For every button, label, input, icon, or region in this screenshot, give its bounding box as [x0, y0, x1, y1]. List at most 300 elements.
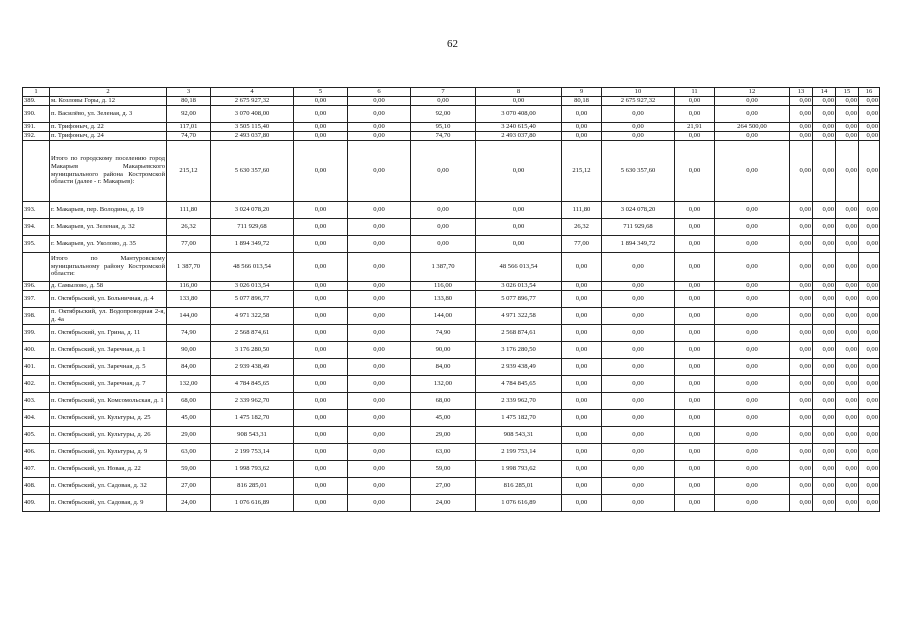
value-cell: 74,90: [167, 324, 211, 341]
value-cell: 0,00: [790, 122, 813, 131]
row-number: 397.: [23, 290, 50, 307]
value-cell: 0,00: [836, 409, 859, 426]
value-cell: 133,80: [411, 290, 476, 307]
value-cell: 1 387,70: [167, 252, 211, 281]
value-cell: 0,00: [813, 201, 836, 218]
value-cell: 84,00: [411, 358, 476, 375]
value-cell: 48 566 013,54: [476, 252, 562, 281]
value-cell: 0,00: [675, 218, 715, 235]
value-cell: 21,91: [675, 122, 715, 131]
value-cell: 0,00: [813, 281, 836, 290]
value-cell: 0,00: [348, 460, 411, 477]
value-cell: 0,00: [790, 235, 813, 252]
value-cell: 48 566 013,54: [211, 252, 294, 281]
value-cell: 0,00: [476, 201, 562, 218]
value-cell: 0,00: [813, 235, 836, 252]
table-row: [23, 460, 880, 477]
value-cell: 0,00: [813, 341, 836, 358]
value-cell: 132,00: [411, 375, 476, 392]
value-cell: 0,00: [562, 307, 602, 324]
value-cell: 0,00: [813, 290, 836, 307]
value-cell: 816 285,01: [476, 477, 562, 494]
value-cell: 0,00: [836, 358, 859, 375]
column-number-header: 11: [675, 88, 715, 97]
value-cell: 0,00: [859, 218, 880, 235]
value-cell: 1 076 616,89: [211, 494, 294, 511]
value-cell: 0,00: [562, 324, 602, 341]
value-cell: 0,00: [602, 131, 675, 140]
value-cell: 0,00: [562, 477, 602, 494]
table-row: [23, 290, 880, 307]
table-row: [23, 324, 880, 341]
value-cell: 133,80: [167, 290, 211, 307]
column-number-header: 7: [411, 88, 476, 97]
value-cell: 0,00: [294, 281, 348, 290]
value-cell: 0,00: [348, 131, 411, 140]
row-number: 401.: [23, 358, 50, 375]
value-cell: 0,00: [715, 218, 790, 235]
value-cell: 59,00: [167, 460, 211, 477]
value-cell: 63,00: [411, 443, 476, 460]
column-number-header: 8: [476, 88, 562, 97]
value-cell: 2 339 962,70: [211, 392, 294, 409]
value-cell: 0,00: [859, 105, 880, 122]
value-cell: 0,00: [602, 307, 675, 324]
table-row: [23, 494, 880, 511]
value-cell: 0,00: [859, 122, 880, 131]
table-row: [23, 409, 880, 426]
value-cell: 0,00: [294, 460, 348, 477]
value-cell: 0,00: [790, 105, 813, 122]
value-cell: 0,00: [675, 477, 715, 494]
value-cell: 3 026 013,54: [476, 281, 562, 290]
value-cell: 29,00: [411, 426, 476, 443]
value-cell: 0,00: [348, 307, 411, 324]
value-cell: 0,00: [715, 443, 790, 460]
value-cell: 0,00: [411, 235, 476, 252]
value-cell: 0,00: [836, 494, 859, 511]
value-cell: 0,00: [790, 375, 813, 392]
value-cell: 0,00: [859, 252, 880, 281]
table-row: [23, 341, 880, 358]
address-cell: п. Трифоныч, д. 24: [50, 131, 167, 140]
table-row: [23, 105, 880, 122]
column-number-header: 15: [836, 88, 859, 97]
address-cell: г. Макарьев, пер. Володина, д. 19: [50, 201, 167, 218]
value-cell: 2 568 874,61: [211, 324, 294, 341]
table-row: [23, 131, 880, 140]
value-cell: 0,00: [348, 281, 411, 290]
value-cell: 0,00: [602, 122, 675, 131]
value-cell: 3 505 115,40: [211, 122, 294, 131]
value-cell: 0,00: [411, 140, 476, 201]
value-cell: 0,00: [715, 392, 790, 409]
row-number: [23, 252, 50, 281]
value-cell: 0,00: [675, 307, 715, 324]
address-cell: п. Василёво, ул. Зеленая, д. 3: [50, 105, 167, 122]
value-cell: 0,00: [813, 460, 836, 477]
value-cell: 0,00: [348, 201, 411, 218]
row-number: 409.: [23, 494, 50, 511]
value-cell: 0,00: [602, 252, 675, 281]
subtotal-label: Итого по Мантуровскому муниципальному району Костромской области:: [50, 252, 167, 281]
row-number: 395.: [23, 235, 50, 252]
table-row: [23, 477, 880, 494]
row-number: 391.: [23, 122, 50, 131]
table-header-row: [23, 88, 880, 97]
value-cell: 0,00: [813, 392, 836, 409]
value-cell: 0,00: [294, 218, 348, 235]
value-cell: 0,00: [836, 460, 859, 477]
value-cell: 0,00: [813, 105, 836, 122]
table-row: [23, 218, 880, 235]
value-cell: 0,00: [859, 235, 880, 252]
value-cell: 4 784 845,65: [211, 375, 294, 392]
value-cell: 0,00: [715, 460, 790, 477]
value-cell: 0,00: [562, 290, 602, 307]
value-cell: 908 543,31: [211, 426, 294, 443]
value-cell: 0,00: [562, 358, 602, 375]
value-cell: 0,00: [790, 324, 813, 341]
value-cell: 0,00: [476, 218, 562, 235]
value-cell: 0,00: [836, 307, 859, 324]
row-number: 399.: [23, 324, 50, 341]
value-cell: 0,00: [294, 341, 348, 358]
address-cell: п. Октябрьский, ул. Заречная, д. 5: [50, 358, 167, 375]
value-cell: 0,00: [836, 281, 859, 290]
column-number-header: 1: [23, 88, 50, 97]
value-cell: 0,00: [813, 218, 836, 235]
value-cell: 0,00: [294, 494, 348, 511]
value-cell: 0,00: [348, 235, 411, 252]
address-cell: п. Октябрьский, ул. Садовая, д. 9: [50, 494, 167, 511]
value-cell: 0,00: [675, 290, 715, 307]
value-cell: 0,00: [715, 426, 790, 443]
value-cell: 0,00: [562, 122, 602, 131]
value-cell: 2 199 753,14: [476, 443, 562, 460]
value-cell: 0,00: [859, 460, 880, 477]
value-cell: 0,00: [715, 341, 790, 358]
value-cell: 0,00: [836, 477, 859, 494]
value-cell: 816 285,01: [211, 477, 294, 494]
value-cell: 0,00: [294, 409, 348, 426]
value-cell: 0,00: [836, 235, 859, 252]
row-number: 392.: [23, 131, 50, 140]
value-cell: 3 070 408,00: [211, 105, 294, 122]
value-cell: 0,00: [836, 201, 859, 218]
column-number-header: 14: [813, 88, 836, 97]
value-cell: 0,00: [602, 460, 675, 477]
value-cell: 0,00: [813, 426, 836, 443]
value-cell: 0,00: [859, 375, 880, 392]
value-cell: 0,00: [813, 409, 836, 426]
value-cell: 0,00: [836, 426, 859, 443]
value-cell: 0,00: [562, 105, 602, 122]
address-cell: п. Октябрьский, ул. Заречная, д. 7: [50, 375, 167, 392]
address-cell: п. Октябрьский, ул. Заречная, д. 1: [50, 341, 167, 358]
value-cell: 0,00: [813, 96, 836, 105]
table-row: [23, 375, 880, 392]
row-number: 406.: [23, 443, 50, 460]
value-cell: 0,00: [790, 140, 813, 201]
value-cell: 0,00: [715, 131, 790, 140]
value-cell: 0,00: [859, 477, 880, 494]
address-cell: г. Макарьев, ул. Уколово, д. 35: [50, 235, 167, 252]
value-cell: 3 176 280,50: [211, 341, 294, 358]
value-cell: 0,00: [836, 324, 859, 341]
value-cell: 908 543,31: [476, 426, 562, 443]
value-cell: 0,00: [294, 392, 348, 409]
address-cell: г. Макарьев, ул. Зеленая, д. 32: [50, 218, 167, 235]
column-number-header: 4: [211, 88, 294, 97]
value-cell: 0,00: [675, 235, 715, 252]
column-number-header: 10: [602, 88, 675, 97]
value-cell: 0,00: [790, 281, 813, 290]
value-cell: 0,00: [602, 426, 675, 443]
value-cell: 2 493 037,80: [476, 131, 562, 140]
value-cell: 0,00: [715, 96, 790, 105]
subtotal-label: Итого по городскому поселению город Макарьев Макарьевского муниципального района Костромской области (далее - г. Макарьев):: [50, 140, 167, 201]
row-number: 402.: [23, 375, 50, 392]
value-cell: 0,00: [790, 341, 813, 358]
value-cell: 0,00: [348, 218, 411, 235]
table-row: [23, 96, 880, 105]
value-cell: 0,00: [675, 460, 715, 477]
value-cell: 0,00: [602, 290, 675, 307]
value-cell: 0,00: [602, 105, 675, 122]
value-cell: 0,00: [675, 341, 715, 358]
value-cell: 0,00: [790, 307, 813, 324]
value-cell: 59,00: [411, 460, 476, 477]
value-cell: 26,32: [562, 218, 602, 235]
value-cell: 0,00: [348, 477, 411, 494]
value-cell: 0,00: [715, 290, 790, 307]
value-cell: 5 630 357,60: [602, 140, 675, 201]
value-cell: 215,12: [562, 140, 602, 201]
value-cell: 0,00: [602, 443, 675, 460]
value-cell: 144,00: [167, 307, 211, 324]
value-cell: 0,00: [790, 252, 813, 281]
value-cell: 0,00: [790, 460, 813, 477]
value-cell: 116,00: [411, 281, 476, 290]
value-cell: 0,00: [562, 341, 602, 358]
row-number: 403.: [23, 392, 50, 409]
value-cell: 0,00: [411, 96, 476, 105]
value-cell: 0,00: [859, 281, 880, 290]
value-cell: 0,00: [348, 96, 411, 105]
value-cell: 0,00: [675, 140, 715, 201]
value-cell: 0,00: [813, 375, 836, 392]
value-cell: 111,80: [562, 201, 602, 218]
value-cell: 0,00: [813, 324, 836, 341]
value-cell: 0,00: [602, 324, 675, 341]
value-cell: 0,00: [859, 392, 880, 409]
value-cell: 0,00: [562, 426, 602, 443]
table-row: [23, 201, 880, 218]
row-number: 408.: [23, 477, 50, 494]
value-cell: 0,00: [675, 375, 715, 392]
value-cell: 0,00: [715, 252, 790, 281]
data-table: [22, 87, 880, 512]
value-cell: 0,00: [859, 324, 880, 341]
value-cell: 95,10: [411, 122, 476, 131]
value-cell: 3 026 013,54: [211, 281, 294, 290]
table-row: [23, 426, 880, 443]
value-cell: 2 339 962,70: [476, 392, 562, 409]
value-cell: 0,00: [836, 290, 859, 307]
column-number-header: 3: [167, 88, 211, 97]
value-cell: 0,00: [715, 494, 790, 511]
value-cell: 0,00: [859, 341, 880, 358]
value-cell: 0,00: [602, 392, 675, 409]
value-cell: 0,00: [790, 443, 813, 460]
table-row: [23, 443, 880, 460]
value-cell: 24,00: [167, 494, 211, 511]
value-cell: 0,00: [836, 341, 859, 358]
value-cell: 1 387,70: [411, 252, 476, 281]
value-cell: 0,00: [476, 140, 562, 201]
value-cell: 0,00: [294, 96, 348, 105]
value-cell: 0,00: [294, 140, 348, 201]
row-number: 396.: [23, 281, 50, 290]
value-cell: 90,00: [411, 341, 476, 358]
value-cell: 24,00: [411, 494, 476, 511]
value-cell: 0,00: [836, 96, 859, 105]
value-cell: 3 240 615,40: [476, 122, 562, 131]
value-cell: 1 475 182,70: [211, 409, 294, 426]
value-cell: 0,00: [294, 307, 348, 324]
value-cell: 27,00: [411, 477, 476, 494]
value-cell: 92,00: [167, 105, 211, 122]
value-cell: 0,00: [294, 477, 348, 494]
value-cell: 0,00: [859, 96, 880, 105]
value-cell: 0,00: [859, 443, 880, 460]
value-cell: 0,00: [813, 358, 836, 375]
value-cell: 0,00: [790, 477, 813, 494]
value-cell: 0,00: [294, 375, 348, 392]
column-number-header: 2: [50, 88, 167, 97]
value-cell: 74,70: [411, 131, 476, 140]
value-cell: 0,00: [790, 392, 813, 409]
value-cell: 63,00: [167, 443, 211, 460]
value-cell: 0,00: [294, 235, 348, 252]
value-cell: 0,00: [675, 392, 715, 409]
value-cell: 0,00: [813, 494, 836, 511]
value-cell: 1 076 616,89: [476, 494, 562, 511]
value-cell: 0,00: [294, 443, 348, 460]
value-cell: 2 939 438,49: [211, 358, 294, 375]
value-cell: 0,00: [859, 131, 880, 140]
value-cell: 0,00: [602, 477, 675, 494]
value-cell: 0,00: [715, 235, 790, 252]
value-cell: 4 971 322,58: [476, 307, 562, 324]
value-cell: 0,00: [602, 409, 675, 426]
value-cell: 68,00: [411, 392, 476, 409]
value-cell: 74,90: [411, 324, 476, 341]
value-cell: 0,00: [813, 252, 836, 281]
value-cell: 4 784 845,65: [476, 375, 562, 392]
row-number: 400.: [23, 341, 50, 358]
value-cell: 4 971 322,58: [211, 307, 294, 324]
value-cell: 80,18: [562, 96, 602, 105]
address-cell: д. Самылово, д. 58: [50, 281, 167, 290]
value-cell: 5 077 896,77: [476, 290, 562, 307]
value-cell: 0,00: [715, 307, 790, 324]
value-cell: 0,00: [859, 426, 880, 443]
value-cell: 0,00: [715, 324, 790, 341]
address-cell: п. Октябрьский, ул. Водопроводная 2-я, д. 4а: [51, 308, 165, 323]
row-number: 407.: [23, 460, 50, 477]
value-cell: 0,00: [476, 96, 562, 105]
value-cell: 29,00: [167, 426, 211, 443]
value-cell: 0,00: [675, 281, 715, 290]
value-cell: 0,00: [813, 140, 836, 201]
address-cell: п. Октябрьский, ул. Грина, д. 11: [50, 324, 167, 341]
value-cell: 0,00: [859, 358, 880, 375]
value-cell: 116,00: [167, 281, 211, 290]
value-cell: 0,00: [715, 140, 790, 201]
value-cell: 0,00: [411, 201, 476, 218]
address-cell: м. Козловы Горы, д. 12: [50, 96, 167, 105]
value-cell: 2 493 037,80: [211, 131, 294, 140]
value-cell: 0,00: [348, 392, 411, 409]
value-cell: 0,00: [562, 281, 602, 290]
value-cell: 0,00: [859, 290, 880, 307]
value-cell: 0,00: [294, 290, 348, 307]
value-cell: 132,00: [167, 375, 211, 392]
value-cell: 2 199 753,14: [211, 443, 294, 460]
value-cell: 92,00: [411, 105, 476, 122]
value-cell: 0,00: [813, 307, 836, 324]
value-cell: 0,00: [675, 105, 715, 122]
value-cell: 2 939 438,49: [476, 358, 562, 375]
value-cell: 0,00: [790, 409, 813, 426]
value-cell: 0,00: [348, 140, 411, 201]
address-cell: п. Октябрьский, ул. Культуры, д. 9: [50, 443, 167, 460]
row-number: 390.: [23, 105, 50, 122]
address-cell: п. Октябрьский, ул. Садовая, д. 32: [50, 477, 167, 494]
value-cell: 117,01: [167, 122, 211, 131]
value-cell: 0,00: [675, 426, 715, 443]
value-cell: 0,00: [562, 375, 602, 392]
value-cell: 264 500,00: [715, 122, 790, 131]
table-subtotal-row: [23, 252, 880, 281]
table-row: [23, 358, 880, 375]
value-cell: 0,00: [675, 252, 715, 281]
value-cell: 0,00: [476, 235, 562, 252]
value-cell: 1 894 349,72: [602, 235, 675, 252]
value-cell: 0,00: [715, 409, 790, 426]
row-number: 389.: [23, 96, 50, 105]
value-cell: 0,00: [562, 252, 602, 281]
value-cell: 0,00: [836, 131, 859, 140]
address-cell: п. Октябрьский, ул. Больничная, д. 4: [50, 290, 167, 307]
value-cell: 0,00: [715, 281, 790, 290]
column-number-header: 9: [562, 88, 602, 97]
value-cell: 1 998 793,62: [476, 460, 562, 477]
value-cell: 0,00: [294, 131, 348, 140]
row-number: 404.: [23, 409, 50, 426]
value-cell: 0,00: [602, 494, 675, 511]
value-cell: 0,00: [294, 105, 348, 122]
row-number: 393.: [23, 201, 50, 218]
value-cell: 5 630 357,60: [211, 140, 294, 201]
value-cell: 0,00: [348, 443, 411, 460]
value-cell: 0,00: [294, 252, 348, 281]
value-cell: 0,00: [675, 96, 715, 105]
value-cell: 0,00: [790, 131, 813, 140]
value-cell: 1 894 349,72: [211, 235, 294, 252]
